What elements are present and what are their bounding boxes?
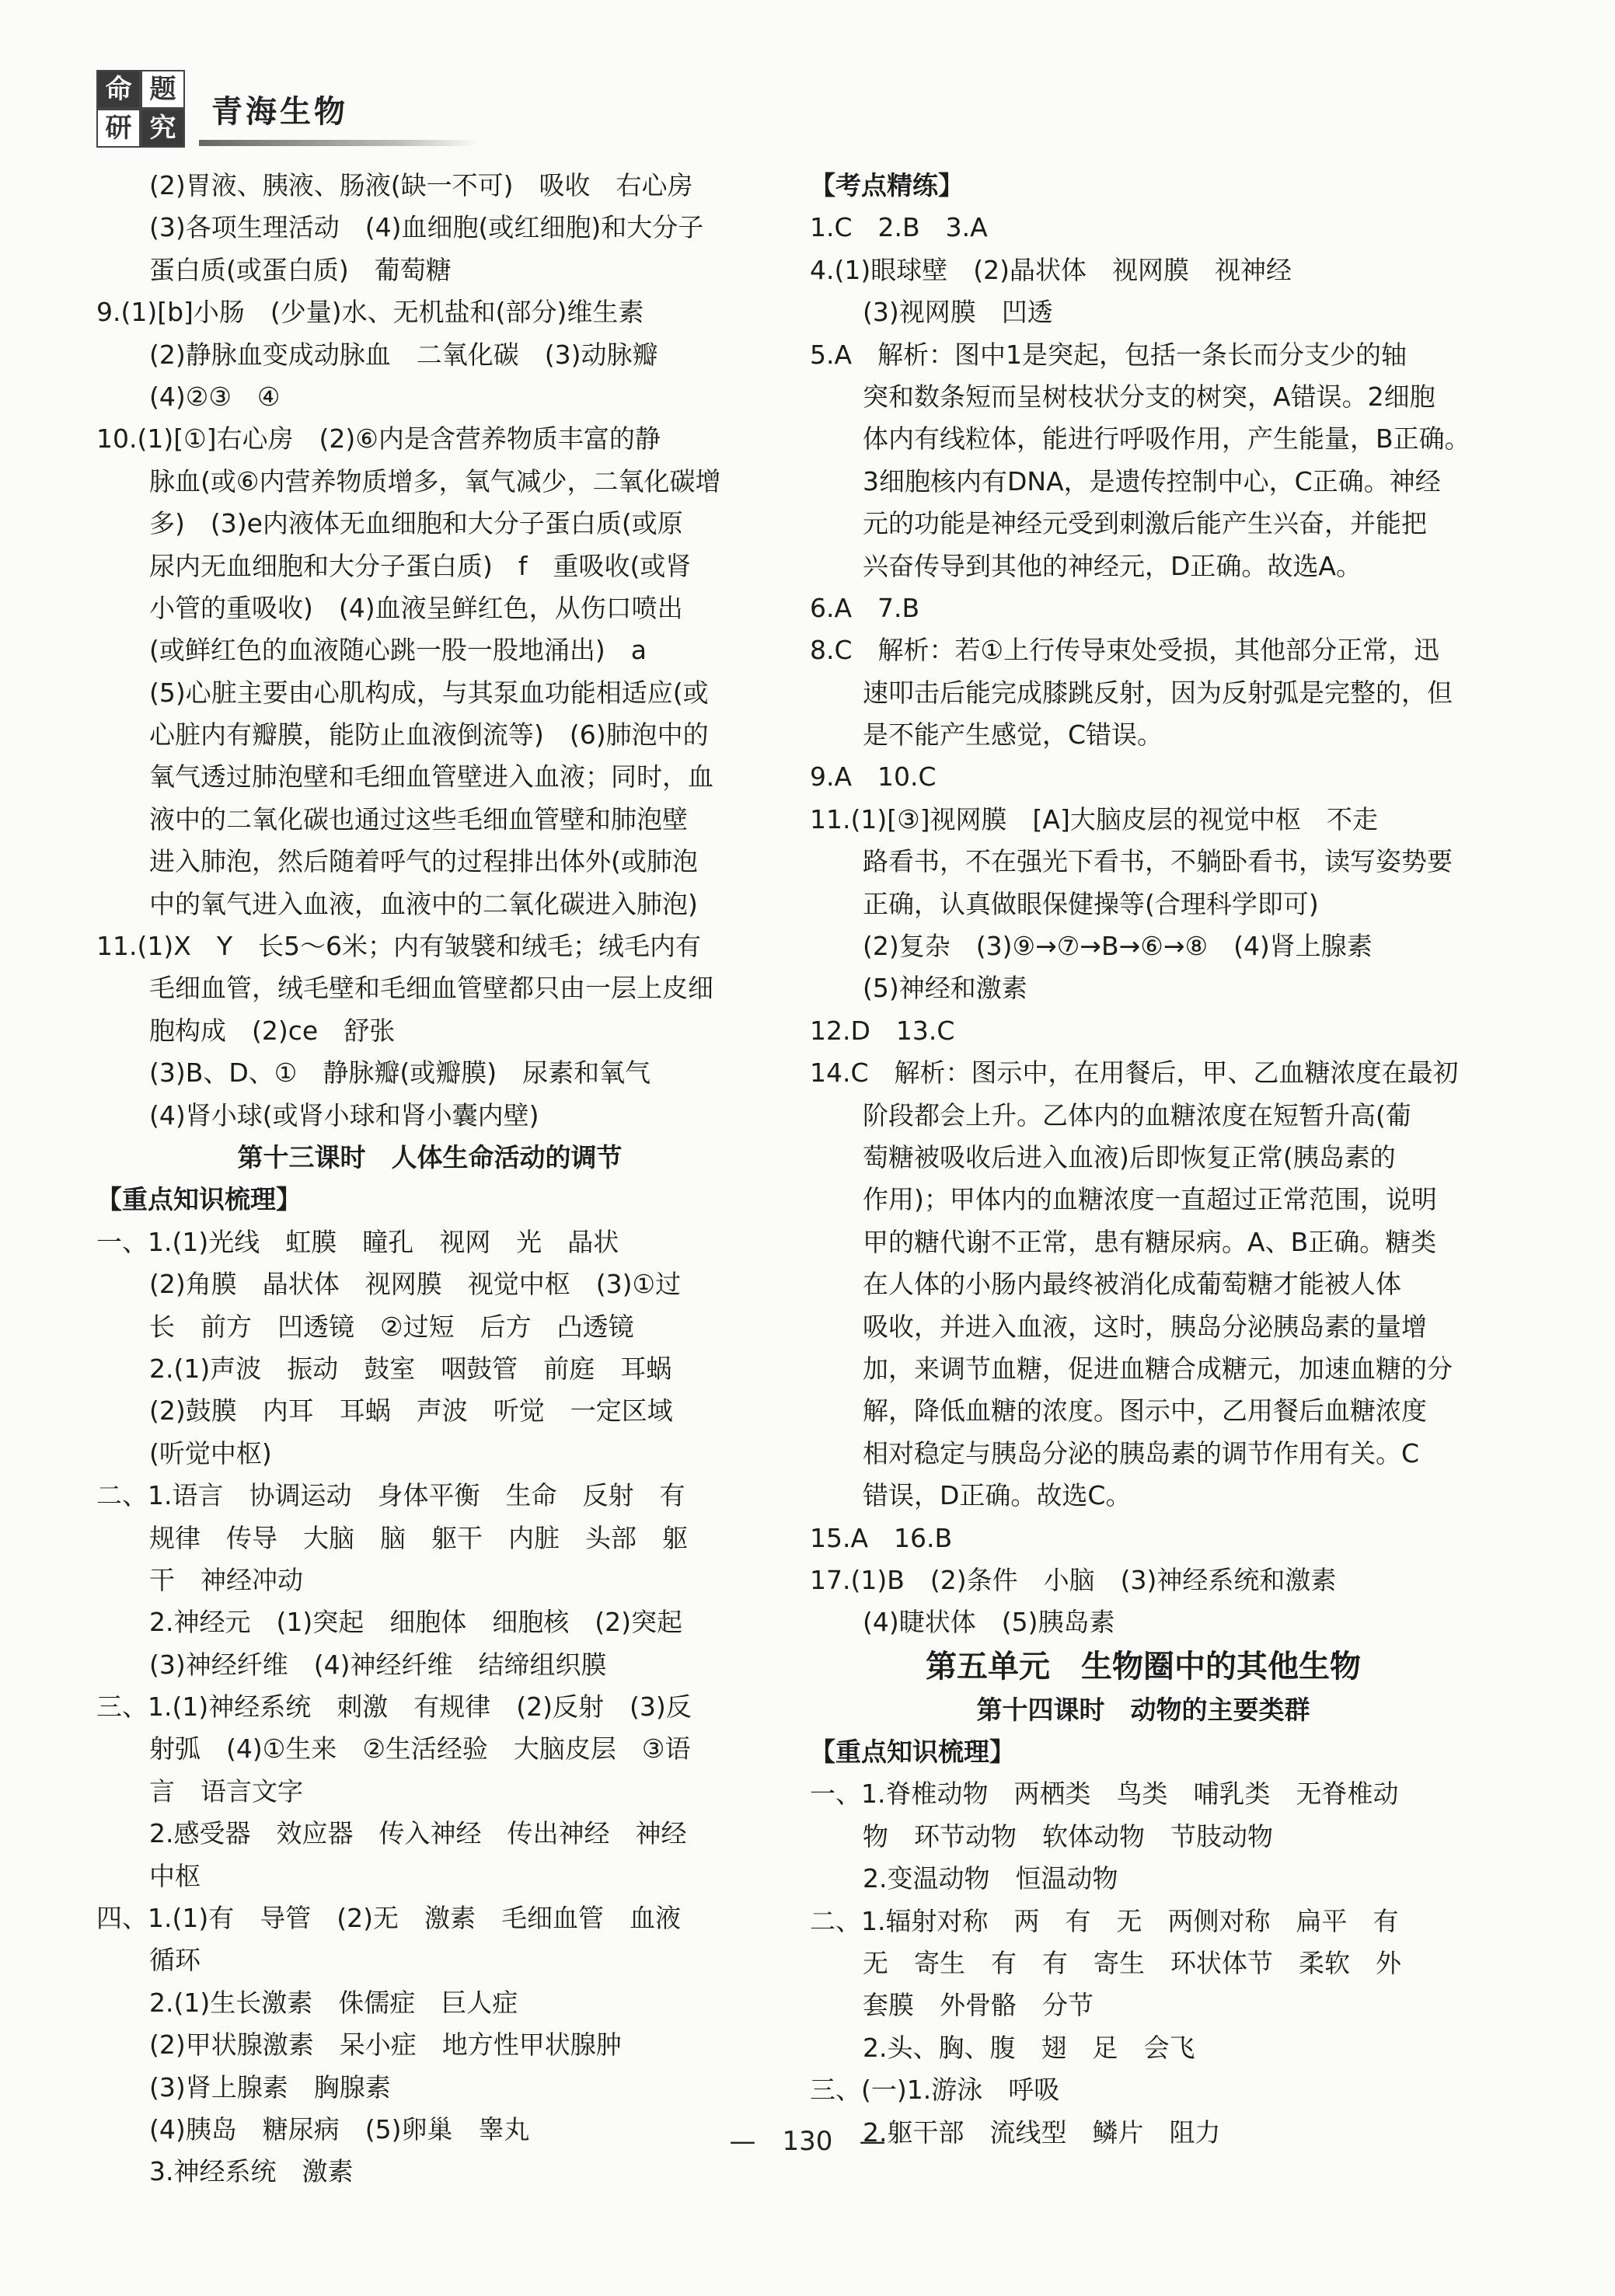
answer-line: 3细胞核内有DNA，是遗传控制中心，C正确。神经 <box>863 465 1441 496</box>
answer-line: 2.感受器 效应器 传入神经 传出神经 神经 <box>149 1818 687 1849</box>
logo <box>96 70 185 148</box>
answer-line: 2.躯干部 流线型 鳞片 阻力 <box>863 2117 1221 2148</box>
title-underline <box>199 140 479 146</box>
answer-line: 在人体的小肠内最终被消化成葡萄糖才能被人体 <box>863 1269 1401 1300</box>
answer-line: 毛细血管，绒毛壁和毛细血管壁都只由一层上皮细 <box>149 973 713 1004</box>
answer-line: 是不能产生感觉，C错误。 <box>863 719 1163 751</box>
answer-line: 速叩击后能完成膝跳反射，因为反射弧是完整的，但 <box>863 677 1453 708</box>
answer-line: 无 寄生 有 有 寄生 环状体节 柔软 外 <box>863 1948 1401 1979</box>
answer-line: 干 神经冲动 <box>149 1564 303 1595</box>
answer-line: 1.C 2.B 3.A <box>810 212 988 243</box>
page-number: — 130 — <box>729 2126 886 2157</box>
answer-line: 作用)；甲体内的血糖浓度一直超过正常范围，说明 <box>863 1184 1437 1215</box>
answer-line: 一、1.(1)光线 虹膜 瞳孔 视网 光 晶状 <box>96 1226 619 1257</box>
answer-line: 解，降低血糖的浓度。图示中，乙用餐后血糖浓度 <box>863 1395 1427 1427</box>
answer-line: (听觉中枢) <box>149 1437 272 1469</box>
answer-line: 循环 <box>149 1945 201 1976</box>
answer-line: (3)各项生理活动 (4)血细胞(或红细胞)和大分子 <box>149 212 704 243</box>
answer-line: 一、1.脊椎动物 两栖类 鸟类 哺乳类 无脊椎动 <box>810 1779 1399 1810</box>
answer-line: 2.变温动物 恒温动物 <box>863 1863 1118 1894</box>
section-heading: 第十三课时 人体生命活动的调节 <box>237 1141 623 1172</box>
answer-line: 言 语言文字 <box>149 1775 303 1806</box>
answer-line: 阶段都会上升。乙体内的血糖浓度在短暂升高(葡 <box>863 1099 1411 1131</box>
answer-line: (3)视网膜 凹透 <box>863 297 1053 328</box>
answer-line: 11.(1)[③]视网膜 [A]大脑皮层的视觉中枢 不走 <box>810 803 1378 834</box>
answer-line: 萄糖被吸收后进入血液)后即恢复正常(胰岛素的 <box>863 1141 1396 1172</box>
answer-line: 进入肺泡，然后随着呼气的过程排出体外(或肺泡 <box>149 846 698 877</box>
answer-line: 2.(1)声波 振动 鼓室 咽鼓管 前庭 耳蜗 <box>149 1353 672 1384</box>
answer-line: 元的功能是神经元受到刺激后能产生兴奋，并能把 <box>863 508 1427 539</box>
answer-line: 2.头、胸、腹 翅 足 会飞 <box>863 2032 1195 2063</box>
answer-line: 二、1.语言 协调运动 身体平衡 生命 反射 有 <box>96 1480 685 1511</box>
answer-line: 二、1.辐射对称 两 有 无 两侧对称 扁平 有 <box>810 1905 1399 1936</box>
answer-line: 三、1.(1)神经系统 刺激 有规律 (2)反射 (3)反 <box>96 1692 692 1723</box>
answer-line: 错误，D正确。故选C。 <box>863 1480 1132 1511</box>
answer-line: 15.A 16.B <box>810 1522 953 1553</box>
answer-line: 尿内无血细胞和大分子蛋白质) f 重吸收(或肾 <box>149 550 692 581</box>
answer-line: 胞构成 (2)ce 舒张 <box>149 1015 396 1046</box>
page-header <box>96 64 485 149</box>
section-heading: 【重点知识梳理】 <box>96 1184 302 1215</box>
answer-line: (2)甲状腺激素 呆小症 地方性甲状腺肿 <box>149 2029 622 2061</box>
section-heading: 【重点知识梳理】 <box>810 1737 1015 1768</box>
answer-line: (2)复杂 (3)⑨→⑦→B→⑥→⑧ (4)肾上腺素 <box>863 931 1373 962</box>
answer-line: 多) (3)e内液体无血细胞和大分子蛋白质(或原 <box>149 508 683 539</box>
answer-line: (3)B、D、① 静脉瓣(或瓣膜) 尿素和氧气 <box>149 1057 651 1089</box>
book-title: 青海生物 <box>211 94 348 130</box>
logo-char: 究 <box>141 109 185 148</box>
right-column <box>810 165 1477 2154</box>
answer-line: 2.神经元 (1)突起 细胞体 细胞核 (2)突起 <box>149 1607 682 1638</box>
answer-line: 长 前方 凹透镜 ②过短 后方 凸透镜 <box>149 1311 634 1342</box>
answer-line: 3.神经系统 激素 <box>149 2156 354 2187</box>
left-column <box>96 165 763 2193</box>
answer-line: 氧气透过肺泡壁和毛细血管壁进入血液；同时，血 <box>149 761 713 793</box>
answer-line: (4)胰岛 糖尿病 (5)卵巢 睾丸 <box>149 2113 530 2144</box>
answer-line: 17.(1)B (2)条件 小脑 (3)神经系统和激素 <box>810 1564 1337 1595</box>
answer-line: (4)②③ ④ <box>149 381 281 412</box>
answer-line: 套膜 外骨骼 分节 <box>863 1990 1094 2021</box>
answer-line: 四、1.(1)有 导管 (2)无 激素 毛细血管 血液 <box>96 1903 681 1934</box>
answer-line: (2)鼓膜 内耳 耳蜗 声波 听觉 一定区域 <box>149 1395 673 1427</box>
answer-line: 突和数条短而呈树枝状分支的树突，A错误。2细胞 <box>863 381 1435 412</box>
answer-line: 甲的糖代谢不正常，患有糖尿病。A、B正确。糖类 <box>863 1226 1437 1257</box>
answer-line: 小管的重吸收) (4)血液呈鲜红色，从伤口喷出 <box>149 592 683 623</box>
answer-line: 脉血(或⑥内营养物质增多，氧气减少，二氧化碳增 <box>149 465 721 496</box>
answer-line: 12.D 13.C <box>810 1015 955 1046</box>
answer-line: 蛋白质(或蛋白质) 葡萄糖 <box>149 254 452 285</box>
answer-line: 三、(一)1.游泳 呼吸 <box>810 2075 1060 2106</box>
answer-line: 10.(1)[①]右心房 (2)⑥内是含营养物质丰富的静 <box>96 423 661 455</box>
answer-line: (2)胃液、胰液、肠液(缺一不可) 吸收 右心房 <box>149 170 693 200</box>
answer-line: 路看书，不在强光下看书，不躺卧看书，读写姿势要 <box>863 846 1453 877</box>
answer-line: (5)神经和激素 <box>863 973 1027 1004</box>
answer-line: 4.(1)眼球壁 (2)晶状体 视网膜 视神经 <box>810 254 1292 285</box>
answer-line: (4)睫状体 (5)胰岛素 <box>863 1607 1115 1638</box>
answer-line: 兴奋传导到其他的神经元，D正确。故选A。 <box>863 550 1362 581</box>
answer-line: 9.A 10.C <box>810 761 937 793</box>
answer-line: 11.(1)X Y 长5～6米；内有皱襞和绒毛；绒毛内有 <box>96 931 701 962</box>
answer-line: (5)心脏主要由心肌构成，与其泵血功能相适应(或 <box>149 677 709 708</box>
answer-line: 6.A 7.B <box>810 592 920 623</box>
answer-line: 心脏内有瓣膜，能防止血液倒流等) (6)肺泡中的 <box>149 719 709 751</box>
answer-line: 相对稳定与胰岛分泌的胰岛素的调节作用有关。C <box>863 1437 1420 1469</box>
answer-line: 正确，认真做眼保健操等(合理科学即可) <box>863 888 1319 919</box>
answer-line: 中枢 <box>149 1860 201 1891</box>
answer-line: 中的氧气进入血液，血液中的二氧化碳进入肺泡) <box>149 888 698 919</box>
logo-char: 命 <box>96 70 141 109</box>
answer-line: 体内有线粒体，能进行呼吸作用，产生能量，B正确。 <box>863 423 1470 455</box>
answer-line: 物 环节动物 软体动物 节肢动物 <box>863 1820 1273 1852</box>
answer-line: 14.C 解析：图示中，在用餐后，甲、乙血糖浓度在最初 <box>810 1057 1459 1089</box>
section-heading: 第十四课时 动物的主要类群 <box>976 1694 1310 1725</box>
answer-line: 2.(1)生长激素 侏儒症 巨人症 <box>149 1987 518 2018</box>
answer-line: 规律 传导 大脑 脑 躯干 内脏 头部 躯 <box>149 1522 688 1553</box>
answer-line: (或鲜红色的血液随心跳一股一股地涌出) a <box>149 635 647 666</box>
answer-line: (3)神经纤维 (4)神经纤维 结缔组织膜 <box>149 1649 607 1680</box>
answer-line: 射弧 (4)①生来 ②生活经验 大脑皮层 ③语 <box>149 1733 691 1765</box>
section-heading: 【考点精练】 <box>810 170 964 200</box>
answer-line: 8.C 解析：若①上行传导束处受损，其他部分正常，迅 <box>810 635 1440 666</box>
section-heading: 第五单元 生物圈中的其他生物 <box>926 1648 1361 1685</box>
answer-line: (4)肾小球(或肾小球和肾小囊内壁) <box>149 1099 539 1131</box>
answer-line: (2)角膜 晶状体 视网膜 视觉中枢 (3)①过 <box>149 1269 682 1300</box>
logo-char: 题 <box>141 70 185 109</box>
answer-line: 9.(1)[b]小肠 (少量)水、无机盐和(部分)维生素 <box>96 297 644 328</box>
answer-line: 吸收，并进入血液，这时，胰岛分泌胰岛素的量增 <box>863 1311 1427 1342</box>
answer-line: 加，来调节血糖，促进血糖合成糖元，加速血糖的分 <box>863 1353 1453 1384</box>
logo-char: 研 <box>96 109 141 148</box>
answer-line: 液中的二氧化碳也通过这些毛细血管壁和肺泡壁 <box>149 803 688 834</box>
answer-line: (3)肾上腺素 胸腺素 <box>149 2071 391 2103</box>
answer-line: (2)静脉血变成动脉血 二氧化碳 (3)动脉瓣 <box>149 339 658 370</box>
answer-line: 5.A 解析：图中1是突起，包括一条长而分支少的轴 <box>810 339 1407 370</box>
